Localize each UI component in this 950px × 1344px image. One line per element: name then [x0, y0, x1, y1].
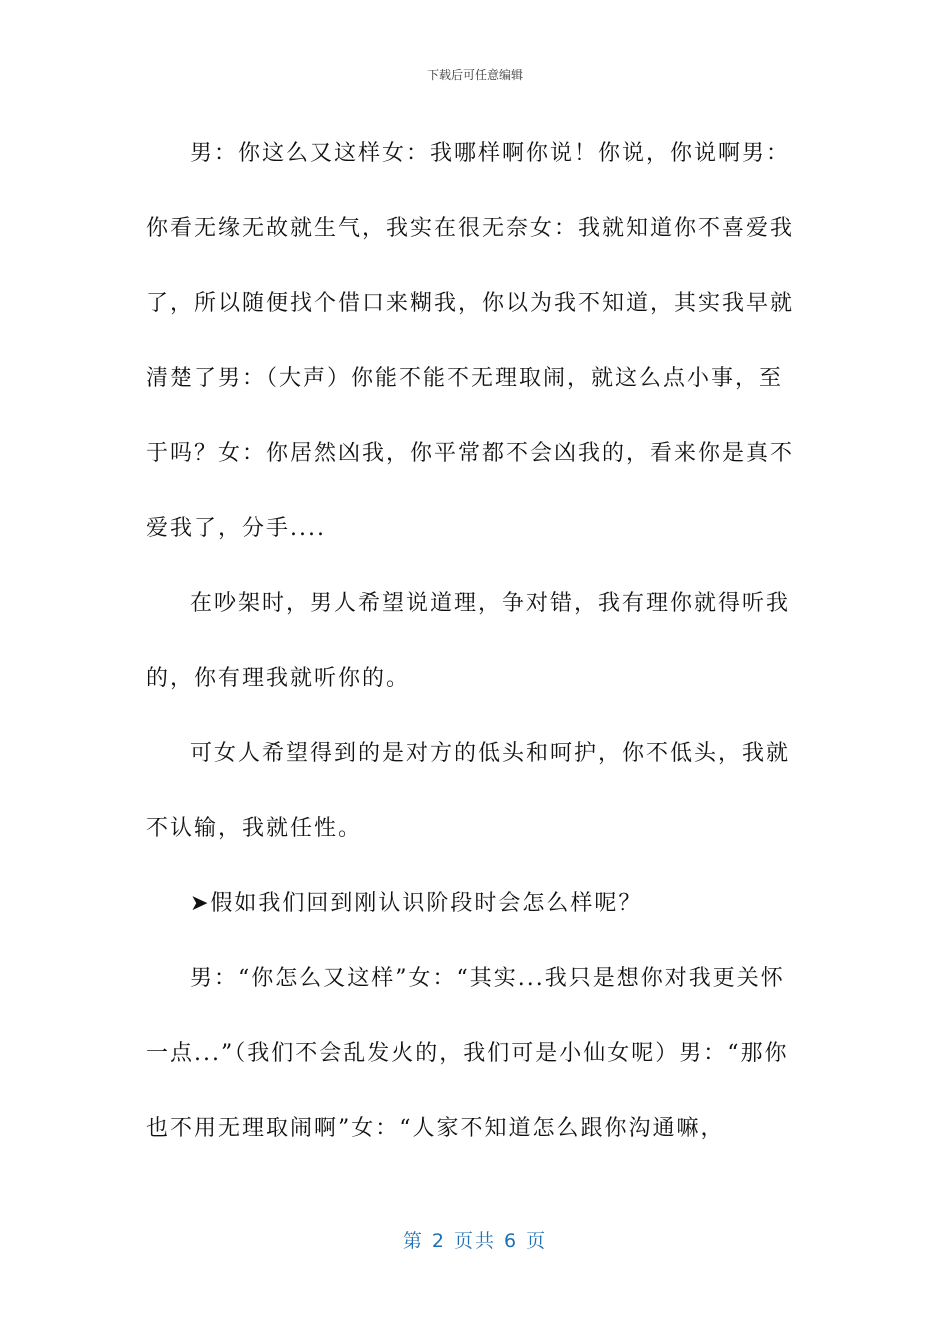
document-body — [146, 116, 806, 1166]
page-number-footer: 第 2 页共 6 页 — [402, 1230, 548, 1252]
paragraph-dialogue-1: 男：你这么又这样女：我哪样啊你说！你说，你说啊男：你看无缘无故就生气，我实在很无奈女：我就知道你不喜爱我了，所以随便找个借口来糊我，你以为我不知道，其实我早就清楚了男：（大声）你能不能不无理取闹，就这么点小事，至于吗？女：你居然凶我，你平常都不会凶我的，看来你是真不爱我了，分手.... — [146, 141, 795, 541]
paragraph-argument-women: 可女人希望得到的是对方的低头和呵护，你不低头，我就不认输，我就任性。 — [146, 741, 791, 841]
page-header: 下载后可任意编辑 — [426, 68, 523, 82]
paragraph-bullet-question: ➤假如我们回到刚认识阶段时会怎么样呢？ — [190, 891, 643, 916]
paragraph-argument-men: 在吵架时，男人希望说道理，争对错，我有理你就得听我的，你有理我就听你的。 — [146, 591, 791, 691]
paragraph-dialogue-2: 男：“你怎么又这样”女：“其实...我只是想你对我更关怀一点...”（我们不会乱发火的，我们可是小仙女呢）男：“那你也不用无理取闹啊”女：“人家不知道怎么跟你沟通嘛， — [146, 966, 789, 1141]
